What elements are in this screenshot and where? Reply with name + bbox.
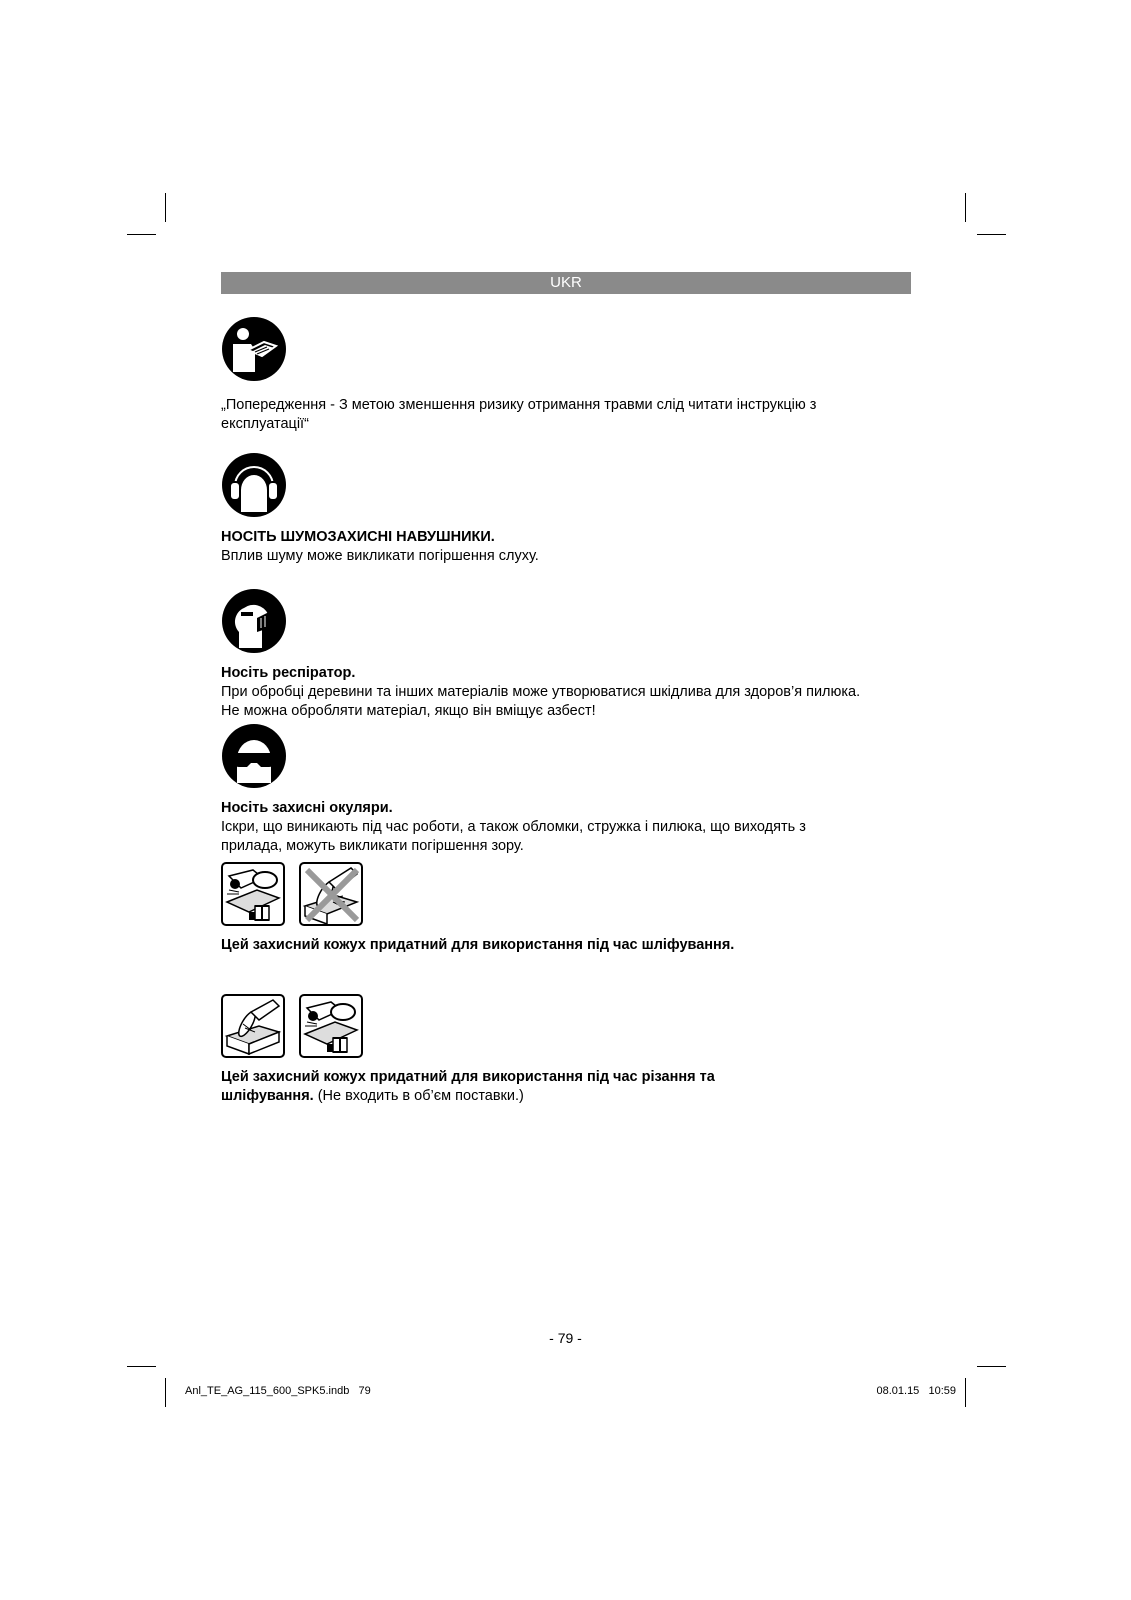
guard-cutting-text (221, 1068, 761, 1106)
crop-mark (977, 234, 1006, 235)
footer-file-name (185, 1385, 371, 1397)
language-label: UKR (550, 274, 582, 291)
read-manual-icon (221, 316, 287, 382)
safety-goggles-icon (221, 723, 287, 789)
cutting-prohibited-icon (299, 862, 363, 926)
crop-mark (965, 193, 966, 222)
crop-mark (165, 193, 166, 222)
footer-file-text: Anl_TE_AG_115_600_SPK5.indb 79 (185, 1385, 371, 1397)
section-respirator (221, 588, 921, 721)
crop-mark (977, 1366, 1006, 1367)
section-safety-goggles (221, 723, 921, 856)
page-number: - 79 - (549, 1330, 582, 1346)
guard-cutting-text-bold: Цей захисний кожух придатний для використання під час різання та шліфування. (221, 1069, 715, 1104)
crop-mark (965, 1378, 966, 1407)
grinding-allowed-icon (299, 994, 363, 1058)
respirator-text: При обробці деревини та інших матеріалів може утворюватися шкідлива для здоров’я пилюка. Не можна обробляти матеріал, якщо він вміщує азбест! (221, 684, 861, 719)
guard-icon-row (221, 994, 921, 1058)
ear-protection-title: НОСІТЬ ШУМОЗАХИСНІ НАВУШНИКИ. (221, 529, 495, 545)
read-manual-text: „Попередження - З метою зменшення ризику отримання травми слід читати інструкцію з експлуатації“ (221, 397, 817, 432)
safety-goggles-text: Іскри, що виникають під час роботи, а також обломки, стружка і пилюка, що виходять з прилада, можуть викликати погіршення зору. (221, 819, 806, 854)
footer-datetime (876, 1385, 956, 1397)
section-guard-grinding (221, 862, 921, 955)
crop-mark (127, 234, 156, 235)
language-header-bar (221, 272, 911, 294)
section-read-manual (221, 316, 921, 434)
section-ear-protection (221, 452, 921, 566)
guard-cutting-text-note: (Не входить в об’єм поставки.) (313, 1088, 524, 1104)
guard-icon-row (221, 862, 921, 926)
cutting-allowed-icon (221, 994, 285, 1058)
ear-protection-icon (221, 452, 287, 518)
guard-grinding-text: Цей захисний кожух придатний для використання під час шліфування. (221, 937, 735, 953)
safety-goggles-title: Носіть захисні окуляри. (221, 800, 393, 816)
respirator-icon (221, 588, 287, 654)
grinding-allowed-icon (221, 862, 285, 926)
footer-datetime-text: 08.01.15 10:59 (876, 1385, 956, 1397)
respirator-title: Носіть респіратор. (221, 665, 356, 681)
crop-mark (127, 1366, 156, 1367)
section-guard-cutting (221, 994, 921, 1106)
crop-mark (165, 1378, 166, 1407)
ear-protection-text: Вплив шуму може викликати погіршення слуху. (221, 548, 539, 564)
